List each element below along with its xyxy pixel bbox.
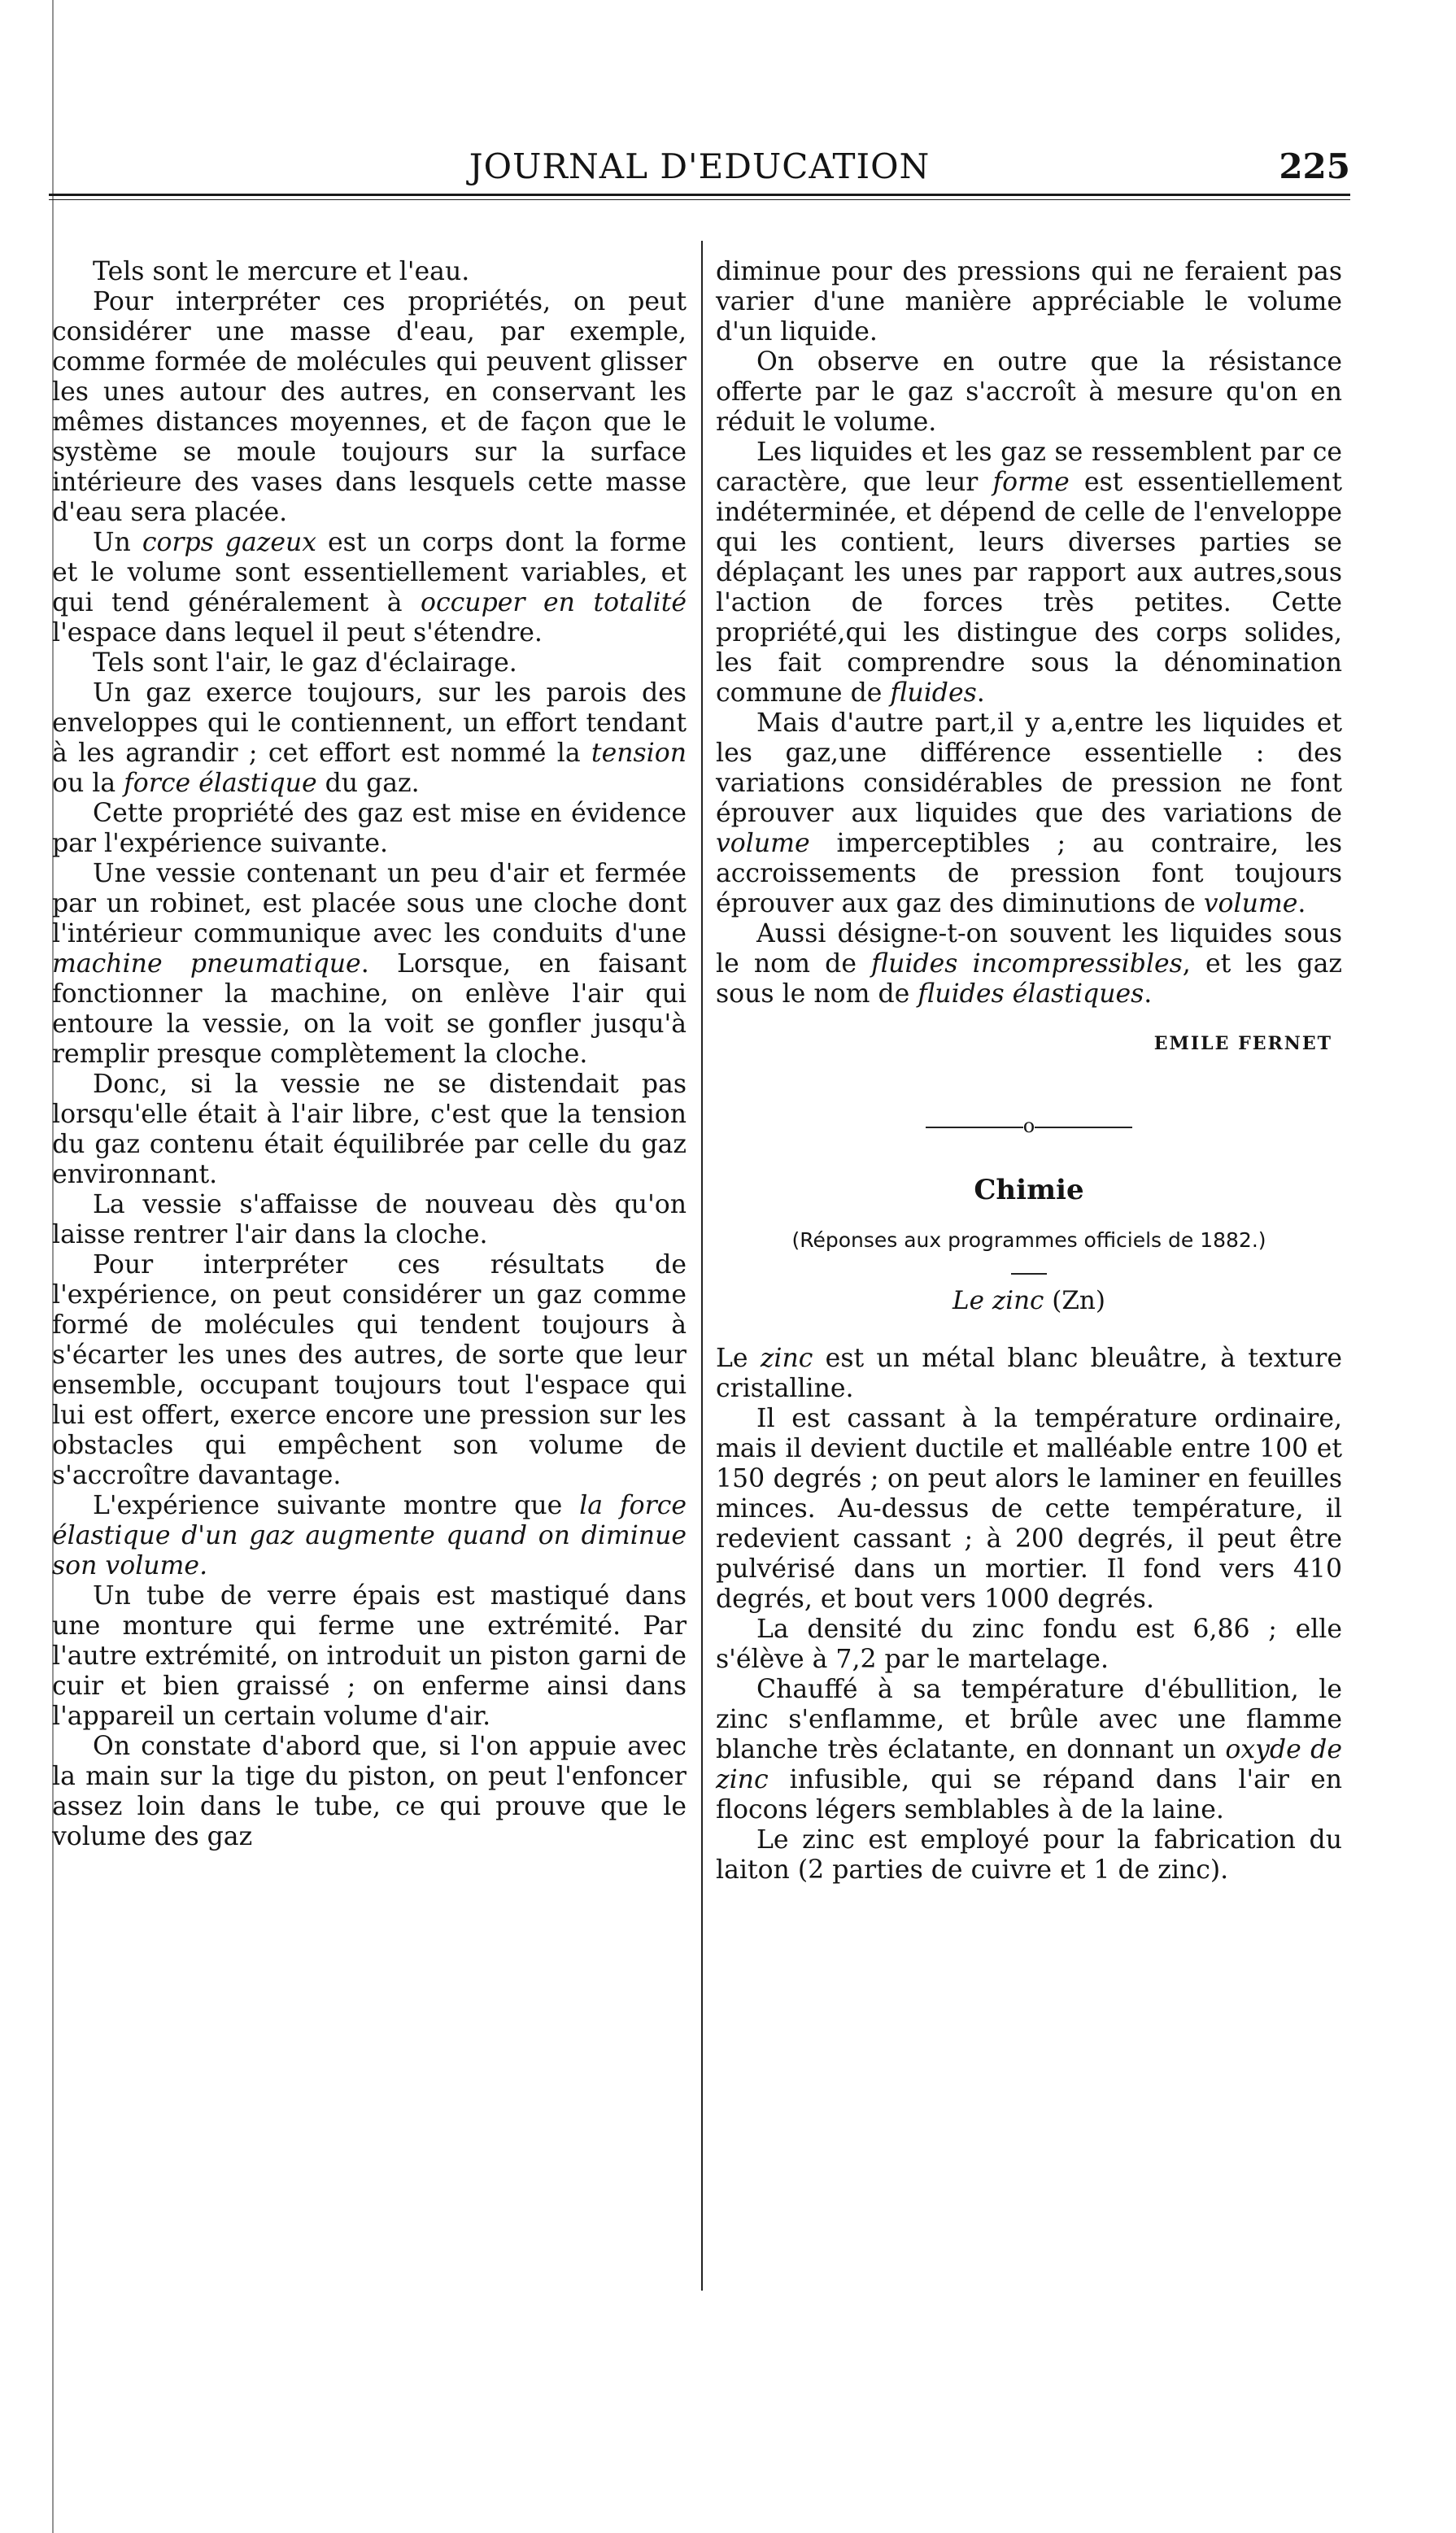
- header-rule: [49, 194, 1350, 200]
- short-rule: [1011, 1273, 1047, 1275]
- paragraph: Tels sont l'air, le gaz d'éclairage.: [93, 648, 517, 678]
- left-column: [52, 257, 687, 1852]
- section-separator: [716, 1111, 1342, 1141]
- right-column: [716, 257, 1342, 1886]
- paragraph: On observe en outre que la résistance offerte par le gaz s'accroît à mesure qu'on en réduit le volume.: [716, 347, 1342, 437]
- separator-dash-right: [1035, 1127, 1132, 1128]
- section-title: Chimie: [974, 1174, 1084, 1206]
- paragraph: Un tube de verre épais est mastiqué dans une monture qui ferme une extrémité. Par l'autre extrémité, on introduit un piston garni de cuir et bien graissé ; on enferme ainsi dans l'appareil un certain volume d'air.: [52, 1581, 687, 1731]
- article-title-text: Le zinc: [953, 1286, 1044, 1315]
- paragraph: Pour interpréter ces propriétés, on peut considérer une masse d'eau, par exemple, comme formée de molécules qui peuvent glisser les unes autour des autres, en conservant les mêmes distances moyennes, et de façon que le système se moule toujours sur la surface intérieure des vases dans lesquels cette masse d'eau sera placée.: [52, 287, 687, 527]
- column-divider: [701, 241, 703, 2291]
- paragraph: La vessie s'affaisse de nouveau dès qu'on laisse rentrer l'air dans la cloche.: [52, 1190, 687, 1249]
- paragraph: Le zinc est employé pour la fabrication du laiton (2 parties de cuivre et 1 de zinc).: [716, 1825, 1342, 1885]
- article-symbol: (Zn): [1052, 1286, 1105, 1315]
- paragraph: Le zinc est un métal blanc bleuâtre, à texture cristalline.: [716, 1344, 1342, 1403]
- section-subtitle: (Réponses aux programmes officiels de 1882.): [791, 1228, 1266, 1252]
- paragraph: Tels sont le mercure et l'eau.: [93, 257, 470, 286]
- paragraph: Il est cassant à la température ordinaire, mais il devient ductile et malléable entre 100 et 150 degrés ; on peut alors le laminer en feuilles minces. Au-dessus de cette température, il redevient cassant ; à 200 degrés, il peut être pulvérisé dans un mortier. Il fond vers 410 degrés, et bout vers 1000 degrés.: [716, 1404, 1342, 1614]
- zinc-article: [716, 1344, 1342, 1886]
- paragraph: Donc, si la vessie ne se distendait pas lorsqu'elle était à l'air libre, c'est que la tension du gaz contenu était équilibrée par celle du gaz environnant.: [52, 1070, 687, 1189]
- article-title: [716, 1286, 1342, 1316]
- author-signature: EMILE FERNET: [1153, 1033, 1332, 1054]
- paragraph: Un corps gazeux est un corps dont la forme et le volume sont essentiellement variables, et qui tend généralement à occuper en totalité l'espace dans lequel il peut s'étendre.: [52, 528, 687, 647]
- paragraph: Pour interpréter ces résultats de l'expérience, on peut considérer un gaz comme formé de molécules qui tendent toujours à s'écarter les unes des autres, de sorte que leur ensemble, occupant toujours tout l'espace qui lui est offert, exerce encore une pression sur les obstacles qui empêchent son volume de s'accroître davantage.: [52, 1250, 687, 1490]
- paragraph: Les liquides et les gaz se ressemblent par ce caractère, que leur forme est essentiellement indéterminée, et dépend de celle de l'enveloppe qui les contient, leurs diverses parties se déplaçant les unes par rapport aux autres,sous l'action de forces très petites. Cette propriété,qui les distingue des corps solides, les fait comprendre sous la dénomination commune de fluides.: [716, 438, 1343, 708]
- paragraph: L'expérience suivante montre que la force élastique d'un gaz augmente quand on diminue son volume.: [52, 1491, 687, 1580]
- paragraph: Mais d'autre part,il y a,entre les liquides et les gaz,une différence essentielle : des variations considérables de pression ne font éprouver aux liquides que des variations de volume imperceptibles ; au contraire, les accroissements de pression font toujours éprouver aux gaz des diminutions de volume.: [716, 708, 1342, 918]
- journal-title: JOURNAL D'EDUCATION: [469, 146, 931, 186]
- paragraph: Aussi désigne-t-on souvent les liquides sous le nom de fluides incompressibles, et les gaz sous le nom de fluides élastiques.: [716, 919, 1342, 1009]
- paragraph: On constate d'abord que, si l'on appuie avec la main sur la tige du piston, on peut l'enfoncer assez loin dans le tube, ce qui prouve que le volume des gaz: [52, 1732, 687, 1851]
- paragraph: Cette propriété des gaz est mise en évidence par l'expérience suivante.: [52, 799, 687, 858]
- paragraph: La densité du zinc fondu est 6,86 ; elle s'élève à 7,2 par le martelage.: [716, 1615, 1342, 1674]
- running-header: [49, 143, 1350, 192]
- page-number: 225: [1279, 146, 1350, 186]
- separator-mark: o: [1022, 1114, 1035, 1137]
- paragraph: diminue pour des pressions qui ne feraient pas varier d'une manière appréciable le volume d'un liquide.: [716, 257, 1342, 347]
- paragraph: Une vessie contenant un peu d'air et fermée par un robinet, est placée sous une cloche dont l'intérieur communique avec les conduits d'une machine pneumatique. Lorsque, en faisant fonctionner la machine, on enlève l'air qui entoure la vessie, on la voit se gonfler jusqu'à remplir presque complètement la cloche.: [52, 859, 687, 1069]
- paragraph: Chauffé à sa température d'ébullition, le zinc s'enflamme, et brûle avec une flamme blanche très éclatante, en donnant un oxyde de zinc infusible, qui se répand dans l'air en flocons légers semblables à de la laine.: [716, 1675, 1342, 1825]
- physics-article-continuation: [716, 257, 1342, 1009]
- paragraph: Un gaz exerce toujours, sur les parois des enveloppes qui le contiennent, un effort tendant à les agrandir ; cet effort est nommé la tension ou la force élastique du gaz.: [52, 678, 687, 798]
- separator-dash-left: [926, 1127, 1023, 1128]
